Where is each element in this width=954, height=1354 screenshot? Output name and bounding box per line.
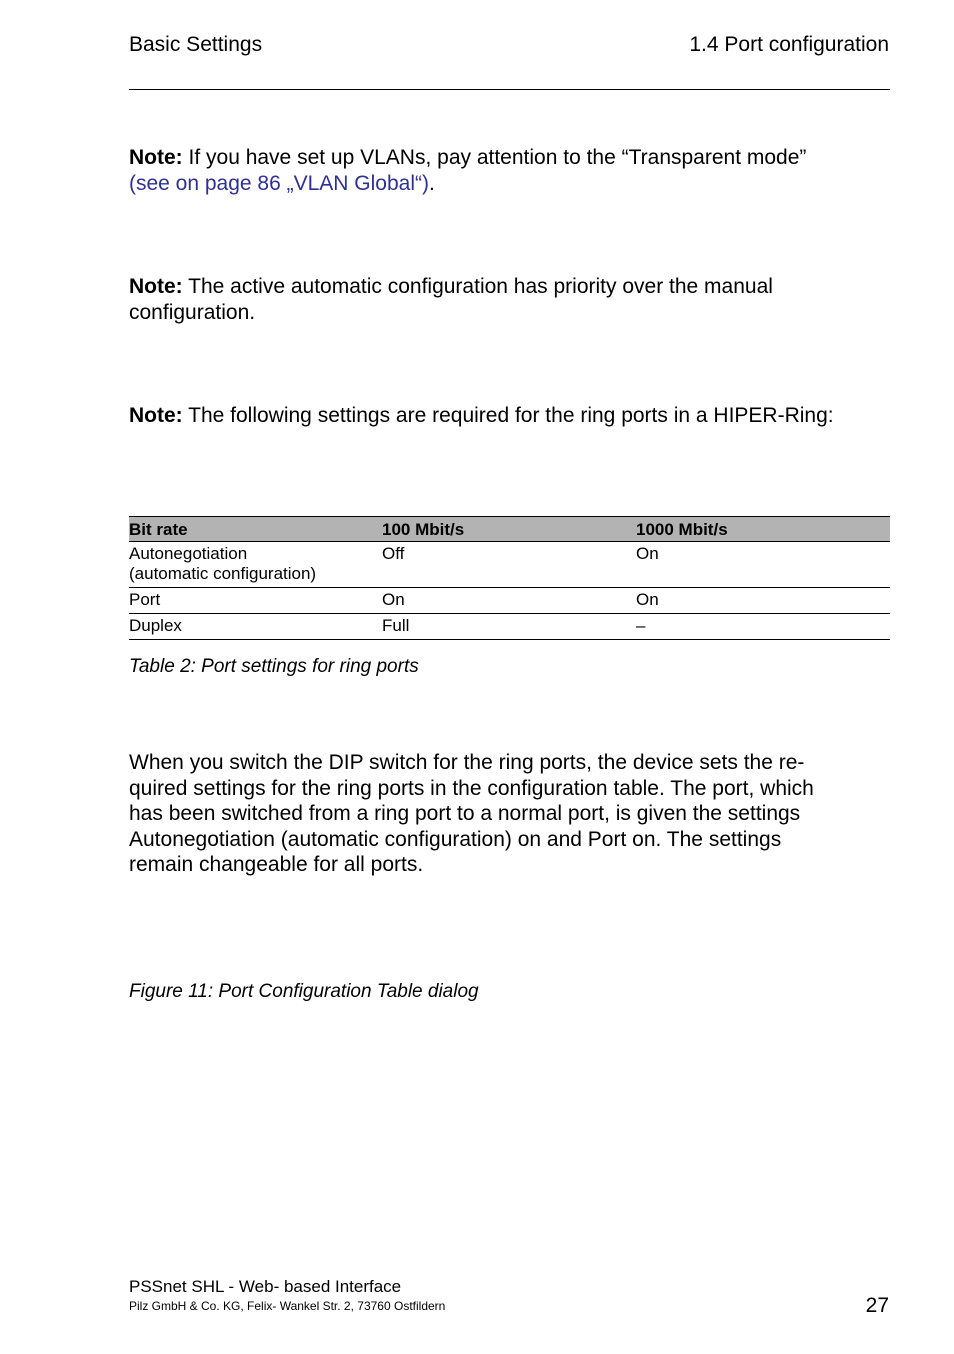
cell-text-extra: (automatic configuration) [129, 564, 317, 583]
paragraph-line: quired settings for the ring ports in the configuration table. The port, which [129, 776, 814, 800]
table-header-cell: 1000 Mbit/s [636, 517, 890, 542]
table-header-row [129, 517, 890, 542]
table-cell: Duplex [129, 614, 382, 640]
table-cell: On [636, 542, 890, 588]
paragraph-line: has been switched from a ring port to a normal port, is given the settings [129, 802, 801, 825]
vlan-global-link[interactable]: (see on page 86 „VLAN Global“) [129, 172, 429, 195]
cell-text: Autonegotiation [129, 544, 248, 563]
footer-address: Pilz GmbH & Co. KG, Felix- Wankel Str. 2, 73760 Ostfildern [129, 1299, 446, 1313]
table-cell: On [636, 588, 890, 614]
table-cell: Full [382, 614, 636, 640]
running-header-section: Basic Settings [129, 33, 263, 56]
table-cell: – [636, 614, 890, 640]
running-header-chapter: 1.4 Port configuration [689, 33, 889, 56]
note-auto-config [129, 274, 890, 326]
page-number: 27 [865, 1294, 889, 1317]
table-header-cell: 100 Mbit/s [382, 517, 636, 542]
note-hiper-ring [129, 403, 890, 429]
table-cell [129, 542, 382, 588]
table-caption: Table 2: Port settings for ring ports [129, 656, 419, 677]
note-text: The following settings are required for the ring ports in a HIPER-Ring: [182, 404, 834, 427]
table-cell: Port [129, 588, 382, 614]
header-divider [129, 89, 890, 90]
note-suffix: . [429, 172, 435, 195]
note-text: If you have set up VLANs, pay attention to the “Transparent mode” [182, 146, 807, 169]
note-text: The active automatic configuration has priority over the manual configuration. [129, 275, 773, 324]
note-vlan [129, 145, 890, 197]
table-row [129, 614, 890, 640]
paragraph-line: When you switch the DIP switch for the ring ports, the device sets the re- [129, 751, 805, 774]
footer-document-title: PSSnet SHL - Web- based Interface [129, 1277, 402, 1296]
body-paragraph [129, 750, 890, 878]
table-row [129, 588, 890, 614]
note-label: Note: [129, 404, 183, 427]
table-cell: Off [382, 542, 636, 588]
ring-port-settings-table [129, 516, 890, 640]
note-label: Note: [129, 146, 183, 169]
table-header-cell: Bit rate [129, 517, 382, 542]
table-row [129, 542, 890, 588]
note-label: Note: [129, 275, 183, 298]
figure-caption: Figure 11: Port Configuration Table dialog [129, 981, 479, 1002]
table-cell: On [382, 588, 636, 614]
paragraph-line: remain changeable for all ports. [129, 853, 424, 876]
paragraph-line: Autonegotiation (automatic configuration) on and Port on. The settings [129, 827, 782, 851]
